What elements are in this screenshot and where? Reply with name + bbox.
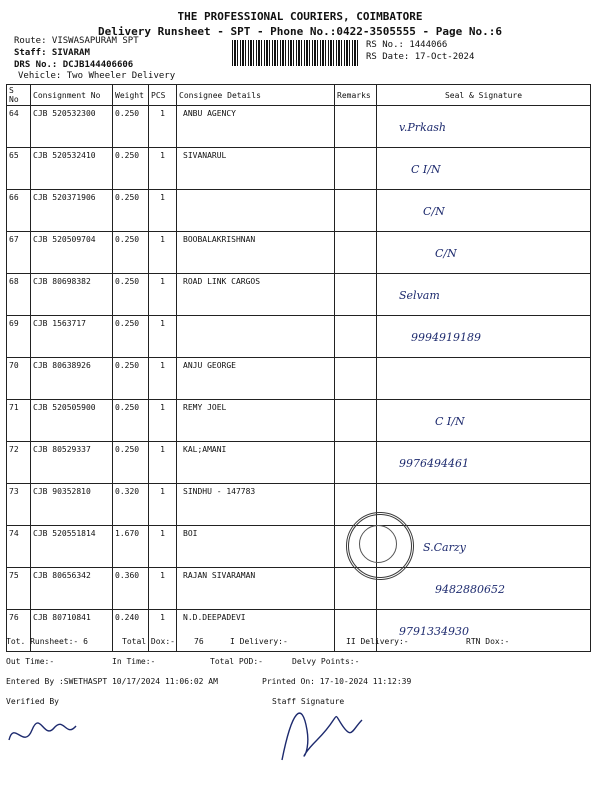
cell-weight: 0.240 <box>113 610 149 652</box>
verifier-signature <box>4 710 84 750</box>
cell-consignment: CJB 90352810 <box>31 484 113 526</box>
cell-pcs: 1 <box>149 400 177 442</box>
table-row <box>7 484 591 526</box>
cell-consignee: SIVANARUL <box>177 148 335 190</box>
cell-sno: 74 <box>7 526 31 568</box>
cell-remarks <box>335 358 377 400</box>
cell-pcs: 1 <box>149 568 177 610</box>
cell-consignee: ROAD LINK CARGOS <box>177 274 335 316</box>
cell-weight: 0.360 <box>113 568 149 610</box>
handwritten-signature: C I/N <box>435 415 465 428</box>
cell-pcs: 1 <box>149 316 177 358</box>
cell-weight: 0.250 <box>113 274 149 316</box>
cell-consignee: REMY JOEL <box>177 400 335 442</box>
cell-signature <box>377 148 591 190</box>
cell-consignment: CJB 80698382 <box>31 274 113 316</box>
staff-handwritten-signature <box>272 700 372 770</box>
col-consignment: Consignment No <box>31 85 113 106</box>
cell-consignment: CJB 1563717 <box>31 316 113 358</box>
handwritten-signature: C/N <box>423 205 445 218</box>
handwritten-signature: 9994919189 <box>411 331 481 344</box>
i-delivery: I Delivery:- <box>230 637 288 646</box>
cell-pcs: 1 <box>149 442 177 484</box>
verified-by: Verified By <box>6 697 59 706</box>
cell-pcs: 1 <box>149 358 177 400</box>
table-row <box>7 400 591 442</box>
cell-sno: 73 <box>7 484 31 526</box>
col-signature: Seal & Signature <box>377 85 591 106</box>
cell-consignee: ANBU AGENCY <box>177 106 335 148</box>
staff-label: Staff: SIVARAM <box>14 48 90 58</box>
total-pod: Total POD:- <box>210 657 263 666</box>
cell-signature <box>377 232 591 274</box>
cell-remarks <box>335 148 377 190</box>
runsheet-table <box>6 84 591 652</box>
cell-consignment: CJB 520532410 <box>31 148 113 190</box>
cell-signature <box>377 106 591 148</box>
cell-sno: 68 <box>7 274 31 316</box>
cell-consignee: KAL;AMANI <box>177 442 335 484</box>
col-remarks: Remarks <box>335 85 377 106</box>
handwritten-signature: 9791334930 <box>399 625 469 638</box>
cell-consignment: CJB 80656342 <box>31 568 113 610</box>
cell-weight: 0.250 <box>113 442 149 484</box>
handwritten-signature: v.Prkash <box>399 121 447 134</box>
cell-consignment: CJB 520371906 <box>31 190 113 232</box>
cell-pcs: 1 <box>149 274 177 316</box>
cell-signature <box>377 190 591 232</box>
cell-signature <box>377 316 591 358</box>
cell-remarks <box>335 232 377 274</box>
cell-weight: 1.670 <box>113 526 149 568</box>
cell-sno: 69 <box>7 316 31 358</box>
cell-pcs: 1 <box>149 106 177 148</box>
cell-consignment: CJB 520505900 <box>31 400 113 442</box>
cell-remarks <box>335 316 377 358</box>
cell-remarks <box>335 274 377 316</box>
staff-signature: Staff Signature <box>272 697 345 706</box>
handwritten-signature: Selvam <box>399 289 440 302</box>
cell-consignee <box>177 190 335 232</box>
cell-weight: 0.250 <box>113 148 149 190</box>
table-row <box>7 568 591 610</box>
cell-consignment: CJB 80529337 <box>31 442 113 484</box>
runsheet-title: Delivery Runsheet - SPT - Phone No.:0422-3505555 - Page No.:6 <box>98 25 502 38</box>
entered-by: Entered By :SWETHASPT 10/17/2024 11:06:02 AM <box>6 677 218 686</box>
table-header <box>7 85 591 106</box>
handwritten-signature: S.Carzy <box>423 541 466 554</box>
cell-weight: 0.250 <box>113 400 149 442</box>
seal-stamp <box>346 512 414 580</box>
cell-sno: 70 <box>7 358 31 400</box>
cell-consignee: RAJAN SIVARAMAN <box>177 568 335 610</box>
handwritten-signature: C I/N <box>411 163 441 176</box>
cell-signature <box>377 274 591 316</box>
company-title: THE PROFESSIONAL COURIERS, COIMBATORE <box>177 10 423 23</box>
cell-sno: 71 <box>7 400 31 442</box>
table-row <box>7 442 591 484</box>
cell-consignment: CJB 520551814 <box>31 526 113 568</box>
cell-weight: 0.250 <box>113 232 149 274</box>
table-row <box>7 316 591 358</box>
cell-pcs: 1 <box>149 484 177 526</box>
drs-label: DRS No.: DCJB144406606 <box>14 60 134 70</box>
cell-signature <box>377 568 591 610</box>
rtn-dox: RTN Dox:- <box>466 637 510 646</box>
in-time: In Time:- <box>112 657 156 666</box>
handwritten-signature: 9976494461 <box>399 457 469 470</box>
rs-date: RS Date: 17-Oct-2024 <box>366 52 475 62</box>
total-dox-label: Total Dox:- <box>122 637 175 646</box>
cell-remarks <box>335 106 377 148</box>
cell-pcs: 1 <box>149 232 177 274</box>
cell-consignment: CJB 520509704 <box>31 232 113 274</box>
table-row <box>7 106 591 148</box>
cell-signature <box>377 400 591 442</box>
col-sno: S No <box>7 85 31 106</box>
cell-pcs: 1 <box>149 610 177 652</box>
cell-signature <box>377 358 591 400</box>
cell-weight: 0.250 <box>113 316 149 358</box>
cell-consignee: BOI <box>177 526 335 568</box>
cell-sno: 64 <box>7 106 31 148</box>
printed-on: Printed On: 17-10-2024 11:12:39 <box>262 677 412 686</box>
ii-delivery: II Delivery:- <box>346 637 409 646</box>
cell-pcs: 1 <box>149 526 177 568</box>
table-row <box>7 232 591 274</box>
col-consignee: Consignee Details <box>177 85 335 106</box>
cell-signature <box>377 484 591 526</box>
cell-consignee <box>177 316 335 358</box>
cell-weight: 0.250 <box>113 190 149 232</box>
total-dox-value: 76 <box>194 637 204 646</box>
cell-pcs: 1 <box>149 148 177 190</box>
cell-sno: 65 <box>7 148 31 190</box>
cell-consignee: ANJU GEORGE <box>177 358 335 400</box>
cell-consignment: CJB 80710841 <box>31 610 113 652</box>
cell-remarks <box>335 190 377 232</box>
cell-pcs: 1 <box>149 190 177 232</box>
col-pcs: PCS <box>149 85 177 106</box>
barcode <box>232 40 360 66</box>
col-weight: Weight <box>113 85 149 106</box>
cell-remarks <box>335 442 377 484</box>
cell-weight: 0.250 <box>113 106 149 148</box>
cell-weight: 0.320 <box>113 484 149 526</box>
table-row <box>7 148 591 190</box>
cell-sno: 75 <box>7 568 31 610</box>
out-time: Out Time:- <box>6 657 55 666</box>
cell-consignment: CJB 80638926 <box>31 358 113 400</box>
table-row <box>7 526 591 568</box>
handwritten-signature: C/N <box>435 247 457 260</box>
cell-weight: 0.250 <box>113 358 149 400</box>
route-label: Route: VISWASAPURAM SPT <box>14 36 139 46</box>
table-row <box>7 274 591 316</box>
cell-consignee: SINDHU - 147783 <box>177 484 335 526</box>
vehicle-label: Vehicle: Two Wheeler Delivery <box>18 71 176 81</box>
cell-sno: 67 <box>7 232 31 274</box>
cell-consignment: CJB 520532300 <box>31 106 113 148</box>
table-row <box>7 190 591 232</box>
cell-remarks <box>335 400 377 442</box>
cell-signature <box>377 442 591 484</box>
cell-consignee: N.D.DEEPADEVI <box>177 610 335 652</box>
cell-consignee: BOOBALAKRISHNAN <box>177 232 335 274</box>
tot-runsheet: Tot. Runsheet:- 6 <box>6 637 88 646</box>
cell-sno: 76 <box>7 610 31 652</box>
delvy-points: Delvy Points:- <box>292 657 360 666</box>
cell-sno: 72 <box>7 442 31 484</box>
table-row <box>7 358 591 400</box>
rs-no: RS No.: 1444066 <box>366 40 448 50</box>
cell-sno: 66 <box>7 190 31 232</box>
handwritten-signature: 9482880652 <box>435 583 505 596</box>
